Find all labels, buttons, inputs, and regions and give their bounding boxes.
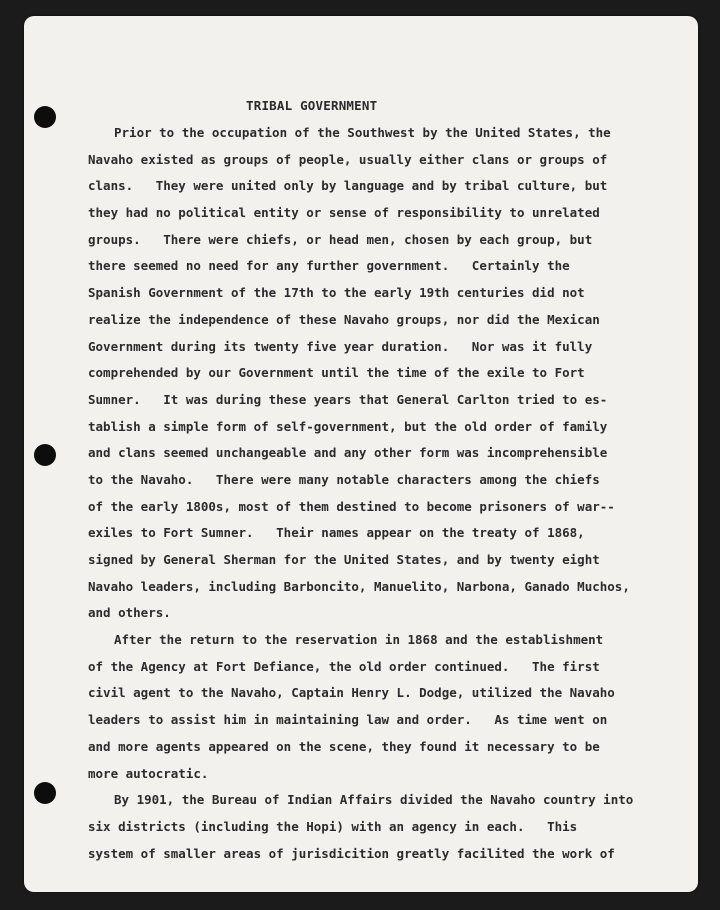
text-line: system of smaller areas of jurisdicition greatly facilited the work of <box>88 845 615 861</box>
text-line: By 1901, the Bureau of Indian Affairs divided the Navaho country into <box>114 792 634 808</box>
text-line: groups. There were chiefs, or head men, chosen by each group, but <box>88 231 593 247</box>
text-line: and more agents appeared on the scene, they found it necessary to be <box>88 738 600 754</box>
text-line: to the Navaho. There were many notable characters among the chiefs <box>88 471 600 487</box>
text-line: Navaho leaders, including Barboncito, Manuelito, Narbona, Ganado Muchos, <box>88 578 630 594</box>
binder-hole-bottom <box>34 782 56 804</box>
text-line: and others. <box>88 605 171 621</box>
text-line: civil agent to the Navaho, Captain Henry L. Dodge, utilized the Navaho <box>88 685 615 701</box>
text-line: After the return to the reservation in 1868 and the establishment <box>114 632 604 648</box>
text-line: Navaho existed as groups of people, usually either clans or groups of <box>88 151 608 167</box>
text-line: leaders to assist him in maintaining law and order. As time went on <box>88 712 608 728</box>
document-body <box>88 120 678 867</box>
binder-hole-top <box>34 106 56 128</box>
text-line: there seemed no need for any further government. Certainly the <box>88 258 570 274</box>
text-line: Government during its twenty five year duration. Nor was it fully <box>88 338 593 354</box>
text-line: of the Agency at Fort Defiance, the old order continued. The first <box>88 658 600 674</box>
text-line: Prior to the occupation of the Southwest by the United States, the <box>114 125 611 140</box>
text-line: signed by General Sherman for the United States, and by twenty eight <box>88 552 600 567</box>
typewritten-page <box>24 16 698 892</box>
text-line: realize the independence of these Navaho groups, nor did the Mexican <box>88 311 600 327</box>
text-line: Sumner. It was during these years that General Carlton tried to es- <box>88 391 608 407</box>
text-line: of the early 1800s, most of them destined to become prisoners of war-- <box>88 498 615 514</box>
text-line: tablish a simple form of self-government, but the old order of family <box>88 418 608 434</box>
text-line: six districts (including the Hopi) with an agency in each. This <box>88 818 578 834</box>
text-line: exiles to Fort Sumner. Their names appear on the treaty of 1868, <box>88 525 585 541</box>
text-line: and clans seemed unchangeable and any other form was incomprehensible <box>88 445 608 461</box>
text-line: clans. They were united only by language and by tribal culture, but <box>88 178 608 194</box>
text-line: comprehended by our Government until the time of the exile to Fort <box>88 365 585 381</box>
text-line: more autocratic. <box>88 765 209 781</box>
text-line: Spanish Government of the 17th to the early 19th centuries did not <box>88 285 585 301</box>
page-title: TRIBAL GOVERNMENT <box>246 98 378 113</box>
text-line: they had no political entity or sense of responsibility to unrelated <box>88 205 600 221</box>
binder-hole-middle <box>34 444 56 466</box>
